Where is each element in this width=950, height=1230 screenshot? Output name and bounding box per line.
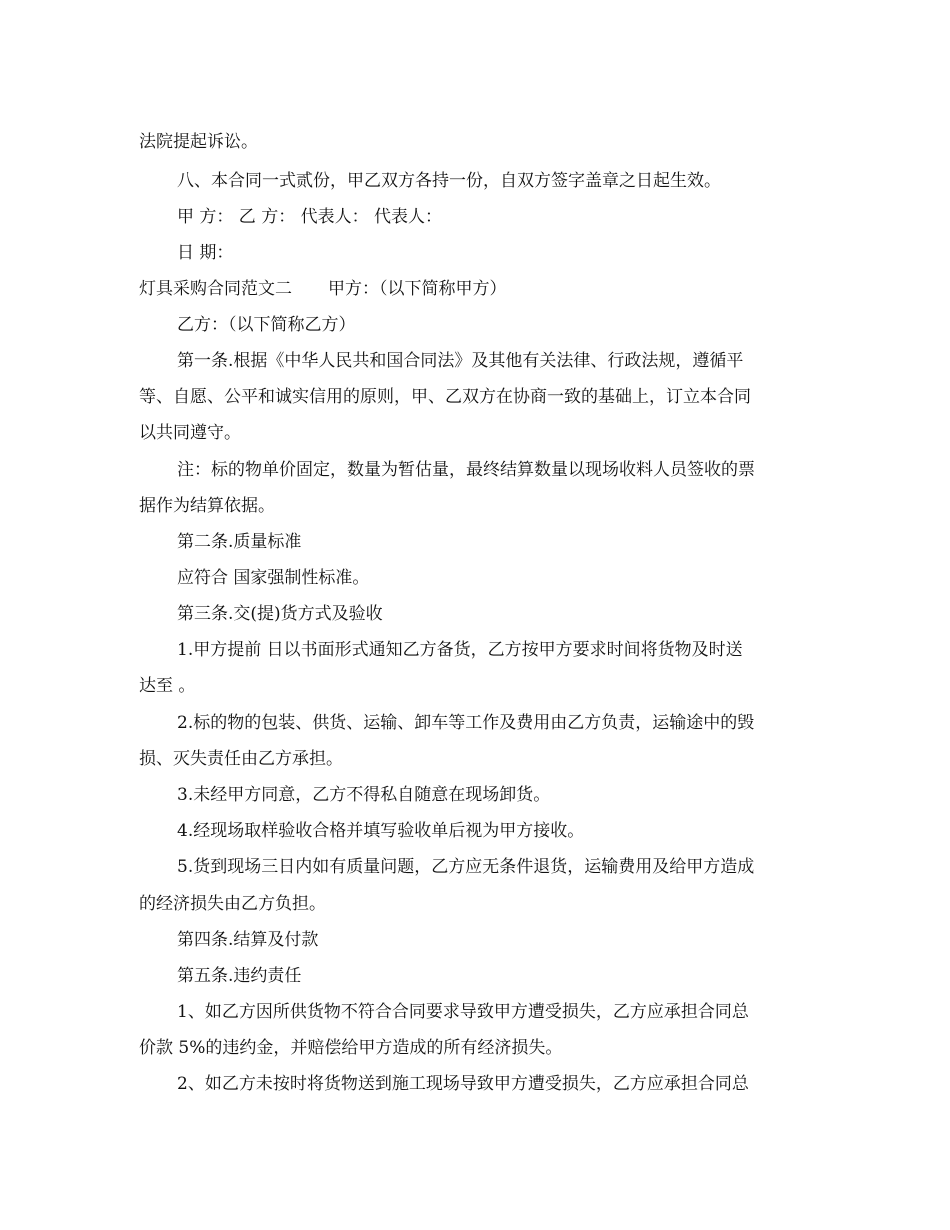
text-line: 应符合 国家强制性标准。 [177, 568, 370, 588]
text-line: 法院提起诉讼。 [139, 132, 258, 152]
section-title: 灯具采购合同范文二 [139, 279, 292, 299]
text-line: 损、灭失责任由乙方承担。 [139, 749, 343, 769]
text-line: 1、如乙方因所供货物不符合合同要求导致甲方遭受损失，乙方应承担合同总 [177, 1002, 749, 1022]
text-line: 1.甲方提前 日以书面形式通知乙方备货，乙方按甲方要求时间将货物及时送 [177, 640, 743, 660]
text-line: 2、如乙方未按时将货物送到施工现场导致甲方遭受损失，乙方应承担合同总 [177, 1074, 749, 1094]
text-line: 4.经现场取样验收合格并填写验收单后视为甲方接收。 [177, 821, 585, 841]
article-heading: 第五条.违约责任 [177, 966, 302, 986]
party-b-label: 乙方：（以下简称乙方） [177, 315, 356, 335]
text-line: 2.标的物的包装、供货、运输、卸车等工作及费用由乙方负责，运输途中的毁 [177, 713, 755, 733]
article-heading: 第三条.交(提)货方式及验收 [177, 604, 383, 624]
article-heading: 第四条.结算及付款 [177, 930, 319, 950]
section-heading-line [139, 278, 507, 300]
text-line: 以共同遵守。 [139, 423, 241, 443]
party-a-label: 甲方：（以下简称甲方） [328, 279, 507, 299]
text-line: 第一条.根据《中华人民共和国合同法》及其他有关法律、行政法规，遵循平 [177, 351, 744, 371]
text-line: 的经济损失由乙方负担。 [139, 894, 326, 914]
date-line: 日 期： [177, 243, 234, 263]
text-line: 注：标的物单价固定，数量为暂估量，最终结算数量以现场收料人员签收的票 [177, 460, 755, 480]
text-line: 据作为结算依据。 [139, 496, 275, 516]
text-line: 等、自愿、公平和诚实信用的原则，甲、乙双方在协商一致的基础上，订立本合同 [139, 387, 751, 407]
signature-parties-line: 甲 方： 乙 方： 代表人： 代表人： [177, 207, 443, 227]
text-line: 达至 。 [139, 676, 196, 696]
text-line: 5.货到现场三日内如有质量问题，乙方应无条件退货，运输费用及给甲方造成 [177, 857, 755, 877]
article-heading: 第二条.质量标准 [177, 532, 302, 552]
text-line: 3.未经甲方同意，乙方不得私自随意在现场卸货。 [177, 785, 551, 805]
text-line: 八、本合同一式贰份，甲乙双方各持一份，自双方签字盖章之日起生效。 [177, 171, 721, 191]
text-line: 价款 5%的违约金，并赔偿给甲方造成的所有经济损失。 [139, 1038, 563, 1058]
